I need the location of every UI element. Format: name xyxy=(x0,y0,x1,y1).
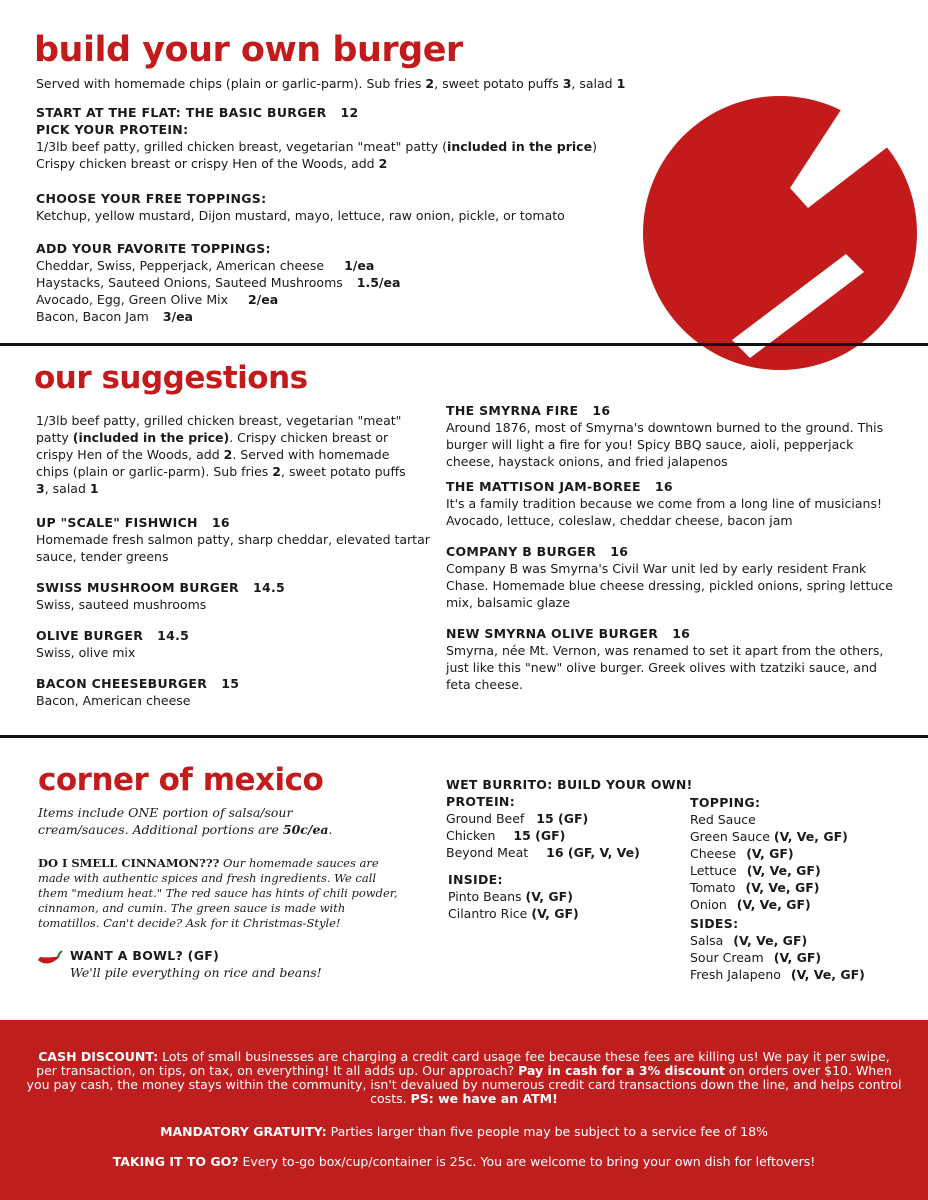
menu-item: THE SMYRNA FIRE 16 Around 1876, most of Smyrna's downtown burned to the ground. This burger will light a fire for you! Spicy BBQ sauce, aioli, pepperjack cheese, haystack onions, and fried jalapenos xyxy=(446,403,884,469)
list-item: Green Sauce (V, Ve, GF) xyxy=(690,829,848,844)
list-item: Salsa (V, Ve, GF) xyxy=(690,933,808,948)
list-item: Tomato (V, Ve, GF) xyxy=(690,880,820,895)
list-item: Red Sauce xyxy=(690,812,756,827)
divider xyxy=(0,735,928,738)
topping-row: Haystacks, Sauteed Onions, Sauteed Mushrooms 1.5/ea xyxy=(36,275,401,290)
divider xyxy=(0,343,928,346)
topping-row: Bacon, Bacon Jam 3/ea xyxy=(36,309,193,324)
menu-item: NEW SMYRNA OLIVE BURGER 16 Smyrna, née Mt. Vernon, was renamed to set it apart from the others, just like this "new" olive burger. Greek olives with tzatziki sauce, and feta cheese. xyxy=(446,626,884,692)
list-item: Cheese (V, GF) xyxy=(690,846,794,861)
burrito-topping: TOPPING: Red Sauce Green Sauce (V, Ve, GF) Cheese (V, GF) Lettuce (V, Ve, GF) Tomato (V, Ve, GF) Onion (V, Ve, GF) SIDES: Salsa (V, Ve, GF) Sour Cream (V, GF) Fresh Jalapeno (V, Ve, GF) xyxy=(690,794,920,983)
burger-subtitle: Served with homemade chips (plain or garlic-parm). Sub fries 2, sweet potato puffs 3, salad 1 xyxy=(36,76,626,91)
burger-title: build your own burger xyxy=(34,30,463,70)
chili-pepper-icon xyxy=(34,948,64,968)
bowl-heading: WANT A BOWL? (GF) xyxy=(70,948,220,963)
suggestions-left-column xyxy=(36,514,436,723)
burrito-title: WET BURRITO: BUILD YOUR OWN! xyxy=(446,777,693,792)
menu-item: SWISS MUSHROOM BURGER 14.5 Swiss, sauteed mushrooms xyxy=(36,580,286,612)
bowl-subtitle: We'll pile everything on rice and beans! xyxy=(70,965,322,980)
list-item: Pinto Beans (V, GF) xyxy=(448,889,573,904)
free-toppings-heading: CHOOSE YOUR FREE TOPPINGS: xyxy=(36,191,267,206)
favorite-toppings-block xyxy=(36,240,556,325)
to-go-note: TAKING IT TO GO? Every to-go box/cup/container is 25c. You are welcome to bring your own dish for leftovers! xyxy=(112,1154,816,1169)
list-item: Ground Beef 15 (GF) xyxy=(446,811,589,826)
footer-notice xyxy=(0,1020,928,1200)
list-item: Sour Cream (V, GF) xyxy=(690,950,822,965)
list-item: Beyond Meat 16 (GF, V, Ve) xyxy=(446,845,640,860)
topping-row: Avocado, Egg, Green Olive Mix 2/ea xyxy=(36,292,279,307)
menu-item: BACON CHEESEBURGER 15 Bacon, American cheese xyxy=(36,676,240,708)
protein-line-2: Crispy chicken breast or crispy Hen of the Woods, add 2 xyxy=(36,156,388,171)
list-item: Onion (V, Ve, GF) xyxy=(690,897,811,912)
list-item: Fresh Jalapeno (V, Ve, GF) xyxy=(690,967,865,982)
menu-item: COMPANY B BURGER 16 Company B was Smyrna's Civil War unit led by early resident Frank Chase. Homemade blue cheese dressing, pickled onions, spring lettuce mix, balsamic glaze xyxy=(446,544,893,610)
flat-heading: START AT THE FLAT: THE BASIC BURGER 12 xyxy=(36,105,359,120)
protein-heading: PICK YOUR PROTEIN: xyxy=(36,122,189,137)
basic-burger-block xyxy=(36,104,676,172)
suggestions-right-column xyxy=(446,402,896,707)
protein-line-1: 1/3lb beef patty, grilled chicken breast, vegetarian "meat" patty (included in the price) xyxy=(36,139,597,154)
suggestions-intro: 1/3lb beef patty, grilled chicken breast, vegetarian "meat" patty (included in the price). Crispy chicken breast or crispy Hen of the Woods, add 2. Served with homemade chips (plain or garlic-parm). Sub fries 2, sweet potato puffs 3, salad 1 xyxy=(36,413,406,496)
cash-discount-note: CASH DISCOUNT: Lots of small businesses are charging a credit card usage fee because these fees are killing us! We pay it per swipe, per transaction, on tips, on tax, on everything! It all adds up. Our approach? Pay in cash for a 3% discount on orders over $10. When you pay cash, the money stays within the community, isn't devalued by numerous credit card transactions down the line, and helps control costs. PS: we have an ATM! xyxy=(26,1049,902,1106)
burrito-inside: INSIDE: Pinto Beans (V, GF) Cilantro Rice (V, GF) xyxy=(448,871,678,922)
menu-item: UP "SCALE" FISHWICH 16 Homemade fresh salmon patty, sharp cheddar, elevated tartar sauce, tender greens xyxy=(36,515,430,564)
gratuity-note: MANDATORY GRATUITY: Parties larger than five people may be subject to a service fee of 18% xyxy=(160,1124,768,1139)
cinnamon-note: DO I SMELL CINNAMON??? Our homemade sauces are made with authentic spices and fresh ingredients. We call them "medium heat." The red sauce has hints of chili powder, cinnamon, and cumin. The green sauce is made with tomatillos. Can't decide? Ask for it Christmas-Style! xyxy=(38,856,398,930)
list-item: Lettuce (V, Ve, GF) xyxy=(690,863,821,878)
bowl-option xyxy=(70,947,390,981)
red-circle-logo xyxy=(632,96,928,370)
menu-item: OLIVE BURGER 14.5 Swiss, olive mix xyxy=(36,628,190,660)
free-toppings-text: Ketchup, yellow mustard, Dijon mustard, mayo, lettuce, raw onion, pickle, or tomato xyxy=(36,208,565,223)
burrito-protein: PROTEIN: Ground Beef 15 (GF) Chicken 15 (GF) Beyond Meat 16 (GF, V, Ve) xyxy=(446,793,686,861)
topping-row: Cheddar, Swiss, Pepperjack, American cheese 1/ea xyxy=(36,258,375,273)
mexico-note: Items include ONE portion of salsa/sour cream/sauces. Additional portions are 50c/ea. xyxy=(38,805,333,837)
favorite-toppings-heading: ADD YOUR FAVORITE TOPPINGS: xyxy=(36,241,271,256)
menu-item: THE MATTISON JAM-BOREE 16 It's a family tradition because we come from a long line of musicians! Avocado, lettuce, coleslaw, cheddar cheese, bacon jam xyxy=(446,479,882,528)
mexico-title: corner of mexico xyxy=(38,762,324,798)
suggestions-title: our suggestions xyxy=(34,360,308,396)
list-item: Chicken 15 (GF) xyxy=(446,828,566,843)
list-item: Cilantro Rice (V, GF) xyxy=(448,906,579,921)
free-toppings-block xyxy=(36,190,676,224)
